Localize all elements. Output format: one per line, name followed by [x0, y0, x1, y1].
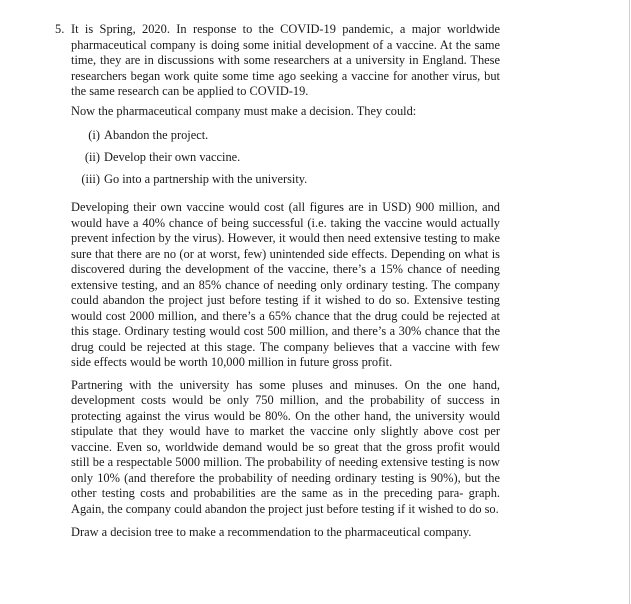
page-edge-divider	[629, 0, 630, 604]
question-body	[71, 22, 500, 541]
partner-paragraph: Partnering with the university has some pluses and minuses. On the one hand, development costs would be only 750 million, and the probability of success in protecting against the virus would be 80%. On the other hand, the university would stipulate that they would have to market the vaccine only slightly above cost per vaccine. Even so, worldwide demand would be so great that the gross profit would still be a respectable 5000 million. The probability of needing extensive testing is now only 10% (and therefore the probability of needing ordinary testing is 90%), but the other testing costs and probabilities are the same as in the preceding para- graph. Again, the company could abandon the project just before testing if it wished to do so.	[71, 377, 500, 516]
question-number: 5.	[55, 22, 65, 36]
decision-lead-paragraph: Now the pharmaceutical company must make a decision. They could:	[71, 103, 417, 118]
option-text: Develop their own vaccine.	[104, 150, 241, 165]
option-numeral: (iii)	[81, 172, 100, 187]
option-list	[71, 125, 500, 191]
intro-paragraph: It is Spring, 2020. In response to the COVID-19 pandemic, a major worldwide pharmaceutical company is doing some initial development of a vaccine. At the same time, they are in discussions with some researchers at a university in England. These researchers began work quite some time ago seeking a vaccine for another virus, but the same research can be applied to COVID-19.	[71, 22, 500, 98]
option-numeral: (i)	[88, 128, 100, 143]
option-numeral: (ii)	[84, 150, 100, 165]
option-item	[71, 125, 500, 147]
instruction-paragraph: Draw a decision tree to make a recommendation to the pharmaceutical company.	[71, 525, 472, 539]
option-item	[71, 169, 500, 191]
option-item	[71, 147, 500, 169]
option-text: Abandon the project.	[104, 128, 209, 143]
option-text: Go into a partnership with the university.	[104, 172, 308, 187]
develop-paragraph: Developing their own vaccine would cost (all figures are in USD) 900 million, and would have a 40% chance of being successful (i.e. taking the vaccine would actually prevent infection by the virus). However, it would then need extensive testing to make sure that there are no (or at worst, few) unintended side effects. Depending on what is discovered during the development of the vaccine, there’s a 15% chance of needing extensive testing, and an 85% chance of needing only ordinary testing. The company could abandon the project just before testing if it wished to do so. Extensive testing would cost 2000 million, and there’s a 65% chance that the drug could be rejected at this stage. Ordinary testing would cost 500 million, and there’s a 30% chance that the drug could be rejected at this stage. The company believes that a vaccine with few side effects would be worth 10,000 million in future gross profit.	[71, 200, 500, 369]
